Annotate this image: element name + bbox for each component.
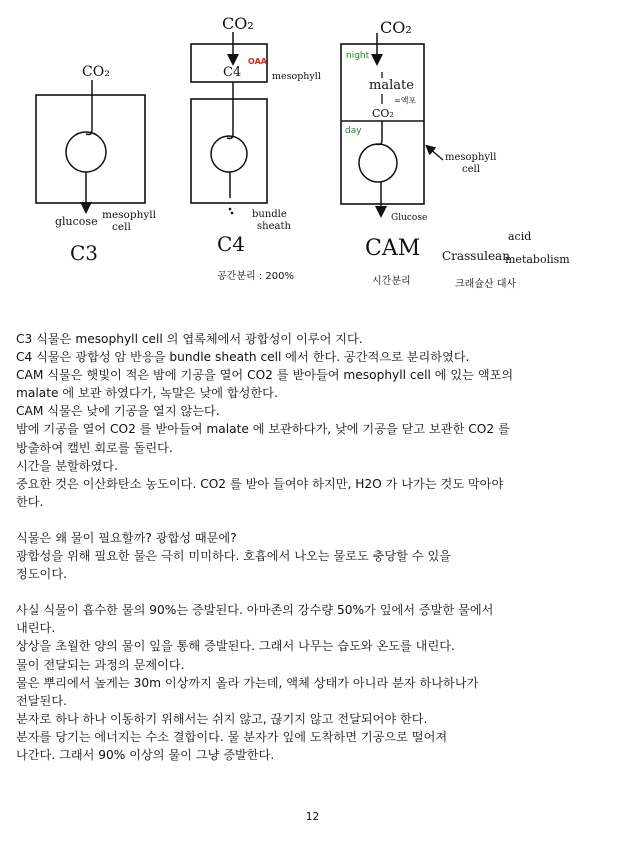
c3-co2-arrow	[86, 80, 92, 135]
c3-cell-box	[36, 95, 145, 203]
paragraph-line: C4 식물은 광합성 암 반응을 bundle sheath cell 에서 한다. 공간적으로 분리하였다.	[16, 350, 470, 365]
paragraph-line: malate 에 보관 하였다가, 녹말은 낮에 합성한다.	[16, 386, 278, 401]
paragraph-line: C3 식물은 mesophyll cell 의 엽록체에서 광합성이 이루어 지다.	[16, 332, 363, 346]
paragraph-line: CAM 식물은 낮에 기공을 열지 않는다.	[16, 404, 220, 419]
c4-dot	[229, 208, 232, 211]
paragraph-line: 사실 식물이 흡수한 물의 90%는 증발된다. 아마존의 강수량 50%가 잎에서 증발한 물에서	[16, 603, 494, 618]
c4-bundle-label-2: sheath	[257, 221, 291, 232]
paragraph-line: 내린다.	[16, 621, 56, 636]
c4-calvin-cycle	[211, 136, 247, 172]
c4-note: 공간분리 : 200%	[217, 271, 294, 282]
paragraph-line: 시간을 분할하였다.	[16, 458, 118, 473]
cam-metabolism: metabolism	[505, 253, 570, 266]
cam-night-label: night	[346, 51, 370, 61]
cam-caption: CAM	[365, 236, 421, 261]
c3-co2-label: CO₂	[82, 64, 110, 80]
c4-bundle-label-1: bundle	[252, 209, 287, 220]
paragraph-line: 물이 전달되는 과정의 문제이다.	[16, 657, 185, 672]
c4-c4-label: C4	[223, 65, 242, 80]
c4-oaa-label: OAA	[248, 57, 267, 66]
cam-day-label: day	[345, 126, 362, 136]
cam-calvin-cycle	[359, 144, 397, 182]
paragraph-line: 밤에 기공을 열어 CO2 를 받아들여 malate 에 보관하다가, 낮에 기공을 닫고 보관한 CO2 를	[16, 422, 510, 437]
paragraph-line: 정도이다.	[16, 567, 67, 582]
cam-korean-name: 크래슐산 대사	[455, 279, 517, 290]
c4-co2-label: CO₂	[222, 14, 254, 33]
c4-caption: C4	[217, 232, 246, 256]
paragraph-line: 물은 뿌리에서 높게는 30m 이상까지 올라 가는데, 액체 상태가 아니라 분자 하나하나가	[16, 675, 479, 690]
paragraph-line: 방출하여 캘빈 회로를 돌린다.	[16, 440, 173, 455]
paragraph-gap	[16, 511, 611, 529]
c3-calvin-cycle	[66, 132, 106, 172]
c4-mesophyll-label: mesophyll	[272, 71, 321, 82]
cam-caption-note: 시간분리	[372, 276, 411, 287]
c3-cell-label-1: mesophyll	[102, 209, 157, 221]
paragraph-line: 분자로 하나 하나 이동하기 위해서는 쉬지 않고, 끊기지 않고 전달되어야 한다.	[16, 711, 428, 726]
c4-bundle-sheath-box	[191, 99, 267, 203]
c3-cell-label-2: cell	[112, 221, 131, 233]
photosynthesis-diagram	[0, 0, 625, 330]
cam-mesophyll-pointer	[429, 148, 443, 160]
page-number: 12	[305, 811, 320, 823]
cam-mesophyll-label-1: mesophyll	[445, 152, 497, 163]
body-text	[16, 330, 611, 764]
c3-caption: C3	[70, 241, 99, 265]
paragraph-line: 한다.	[16, 494, 44, 509]
cam-co2-top-label: CO₂	[380, 18, 412, 37]
paragraph-line: 식물은 왜 물이 필요할까? 광합성 때문에?	[16, 530, 237, 545]
paragraph-gap	[16, 583, 611, 601]
cam-co2-mid-label: CO₂	[372, 107, 394, 120]
paragraph-line: 상상을 초월한 양의 물이 잎을 통해 증발된다. 그래서 나무는 습도와 온도를 내린다.	[16, 639, 455, 654]
paragraph-line: 광합성을 위해 필요한 물은 극히 미미하다. 호흡에서 나오는 물로도 충당할 수 있을	[16, 549, 452, 564]
cam-malate-label: malate	[369, 78, 414, 93]
paragraph-line: 전달된다.	[16, 693, 67, 708]
paragraph-line: CAM 식물은 햇빛이 적은 밤에 기공을 열어 CO2 를 받아들여 mesophyll cell 에 있는 액포의	[16, 368, 514, 383]
cam-inner-arrow	[376, 121, 382, 145]
c4-dot	[231, 212, 234, 215]
cam-crassulacean: Crassulean	[442, 249, 510, 263]
cam-mesophyll-label-2: cell	[462, 164, 480, 175]
cam-diagram	[341, 18, 570, 290]
c3-diagram	[36, 64, 157, 265]
paragraph-line: 중요한 것은 이산화탄소 농도이다. CO2 를 받아 들여야 하지만, H2O 가 나가는 것도 막아야	[16, 476, 504, 491]
c3-glucose-label: glucose	[55, 215, 98, 228]
paragraph-line: 분자를 당기는 에너지는 수소 결합이다. 물 분자가 잎에 도착하면 기공으로 떨어져	[16, 729, 448, 744]
cam-acid-label: =액포	[394, 96, 417, 105]
c4-inner-arrow	[227, 110, 233, 139]
cam-glucose-label: Glucose	[391, 213, 428, 223]
c4-diagram	[191, 14, 321, 282]
paragraph-line: 나간다. 그래서 90% 이상의 물이 그냥 증발한다.	[16, 747, 275, 762]
cam-acid-word: acid	[508, 230, 532, 243]
